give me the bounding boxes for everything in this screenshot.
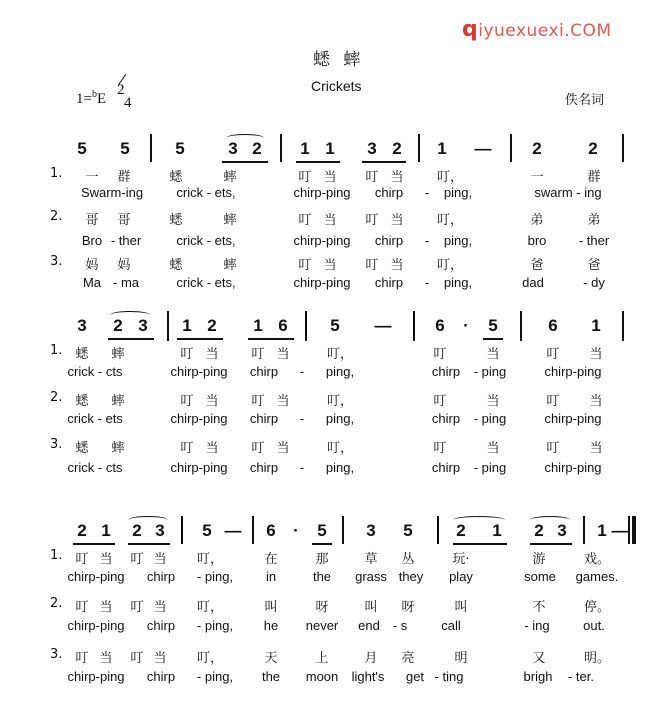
lyric-chinese: 明。 bbox=[583, 651, 611, 666]
barline bbox=[437, 516, 439, 544]
time-signature-bottom: 4 bbox=[124, 95, 132, 111]
lyric-english: - ping bbox=[473, 411, 507, 426]
lyric-english: - ping bbox=[473, 460, 507, 475]
lyric-chinese: 蟀 bbox=[223, 258, 237, 273]
lyric-chinese: 当 bbox=[390, 258, 404, 273]
beam bbox=[296, 161, 340, 163]
lyric-chinese: 群 bbox=[587, 170, 601, 185]
note: 2 bbox=[77, 521, 87, 540]
lyric-english: chirp bbox=[431, 411, 461, 426]
beam bbox=[128, 543, 170, 545]
lyric-chinese: 丛 bbox=[401, 552, 415, 567]
lyric-english: chirp-ping bbox=[170, 460, 228, 475]
lyric-english: Ma bbox=[82, 275, 102, 290]
lyric-chinese: 群 bbox=[117, 170, 131, 185]
lyric-english: chirp bbox=[431, 460, 461, 475]
lyric-english: grass bbox=[355, 569, 387, 584]
lyric-chinese: 当 bbox=[153, 651, 167, 666]
verse-number: 1. bbox=[50, 166, 63, 181]
note: 1 bbox=[182, 316, 192, 335]
lyric-english: swarm - ing bbox=[534, 185, 602, 200]
key-flat: b bbox=[91, 89, 97, 100]
barline bbox=[305, 311, 307, 341]
lyric-chinese: 当 bbox=[205, 394, 219, 409]
lyric-chinese: 游 bbox=[532, 552, 546, 567]
lyric-chinese: 蟀 bbox=[223, 213, 237, 228]
lyric-chinese: 当 bbox=[486, 441, 500, 456]
lyric-english: never bbox=[305, 618, 339, 633]
lyric-chinese: 当 bbox=[99, 600, 113, 615]
barline bbox=[252, 516, 254, 544]
final-barline-thick bbox=[632, 516, 636, 544]
key-prefix: 1= bbox=[76, 91, 92, 107]
lyric-chinese: 当 bbox=[276, 441, 290, 456]
lyric-english: crick - ets bbox=[67, 411, 123, 426]
barline bbox=[181, 516, 183, 544]
lyric-english: brigh bbox=[523, 669, 553, 684]
verse-number: 2. bbox=[50, 390, 63, 405]
lyric-english: call bbox=[441, 618, 461, 633]
lyric-english: chirp-ping bbox=[170, 411, 228, 426]
lyric-chinese: 叮 bbox=[130, 600, 144, 615]
verse-number: 1. bbox=[50, 343, 63, 358]
time-signature-top: 2 bbox=[117, 82, 125, 98]
lyric-chinese: 玩· bbox=[452, 552, 470, 567]
note: 2 bbox=[132, 521, 142, 540]
lyric-chinese: 叮 bbox=[130, 552, 144, 567]
lyric-chinese: 又 bbox=[532, 651, 546, 666]
lyric-chinese: 在 bbox=[264, 552, 278, 567]
lyric-english: - ting bbox=[434, 669, 464, 684]
note: 5 bbox=[330, 316, 340, 335]
lyric-chinese: 叫 bbox=[454, 600, 468, 615]
watermark-text: iyuexuexi.COM bbox=[478, 21, 612, 41]
lyric-english: - bbox=[299, 411, 305, 426]
lyric-chinese: 当 bbox=[153, 600, 167, 615]
lyric-chinese: 妈 bbox=[85, 258, 99, 273]
lyric-english: end bbox=[358, 618, 380, 633]
lyric-english: in bbox=[265, 569, 277, 584]
note: 2 bbox=[207, 316, 217, 335]
lyric-chinese: 当 bbox=[205, 347, 219, 362]
lyric-chinese: 爸 bbox=[530, 258, 544, 273]
barline bbox=[622, 134, 624, 162]
lyric-english: ping, bbox=[325, 364, 355, 379]
note: — bbox=[474, 139, 492, 158]
barline bbox=[413, 311, 415, 341]
note: 5 bbox=[120, 139, 130, 158]
lyric-chinese: 停。 bbox=[583, 600, 611, 615]
title-english: Crickets bbox=[311, 78, 362, 94]
lyric-chinese: 叮 bbox=[180, 394, 194, 409]
note: 2 bbox=[456, 521, 466, 540]
note: — bbox=[224, 521, 242, 540]
lyric-chinese: 哥 bbox=[117, 213, 131, 228]
lyric-english: chirp bbox=[249, 364, 279, 379]
lyric-english: chirp bbox=[146, 669, 176, 684]
lyric-english: chirp bbox=[374, 233, 404, 248]
barline bbox=[342, 516, 344, 544]
lyric-english: ping, bbox=[325, 411, 355, 426]
lyric-chinese: 叮 bbox=[298, 170, 312, 185]
lyric-chinese: 那 bbox=[315, 552, 329, 567]
lyric-english: crick - cts bbox=[67, 460, 123, 475]
note: 2 bbox=[252, 139, 262, 158]
note: 3 bbox=[138, 316, 148, 335]
barline bbox=[280, 134, 282, 162]
lyric-chinese: 蟋 bbox=[75, 441, 89, 456]
lyric-chinese: 一 bbox=[85, 170, 99, 185]
lyric-chinese: 当 bbox=[323, 258, 337, 273]
lyric-english: Swarm-ing bbox=[80, 185, 144, 200]
lyric-chinese: 爸 bbox=[587, 258, 601, 273]
note: 2 bbox=[392, 139, 402, 158]
note: — bbox=[611, 521, 629, 540]
lyric-english: the bbox=[312, 569, 332, 584]
lyric-chinese: 当 bbox=[486, 394, 500, 409]
barline bbox=[510, 134, 512, 162]
lyric-english: some bbox=[524, 569, 556, 584]
lyric-chinese: 叮， bbox=[196, 552, 224, 567]
lyric-chinese: 叮 bbox=[546, 441, 560, 456]
lyric-chinese: 当 bbox=[390, 170, 404, 185]
lyric-english: - ping, bbox=[196, 569, 234, 584]
lyric-english: chirp bbox=[146, 569, 176, 584]
lyric-chinese: 当 bbox=[99, 552, 113, 567]
lyric-chinese: 叮 bbox=[298, 213, 312, 228]
verse-number: 3. bbox=[50, 254, 63, 269]
lyric-chinese: 叮 bbox=[75, 600, 89, 615]
note: · bbox=[293, 521, 299, 540]
lyric-english: chirp-ping bbox=[544, 364, 602, 379]
lyric-english: Bro bbox=[81, 233, 103, 248]
lyric-english: - bbox=[299, 460, 305, 475]
lyric-english: - bbox=[424, 275, 430, 290]
lyric-english: - bbox=[424, 185, 430, 200]
lyric-chinese: 当 bbox=[390, 213, 404, 228]
note: 5 bbox=[488, 316, 498, 335]
note: 6 bbox=[548, 316, 558, 335]
lyric-english: - ma bbox=[113, 275, 139, 290]
lyric-english: the bbox=[261, 669, 281, 684]
lyric-chinese: 弟 bbox=[587, 213, 601, 228]
lyric-chinese: 呀 bbox=[401, 600, 415, 615]
note: 6 bbox=[278, 316, 288, 335]
lyric-chinese: 当 bbox=[99, 651, 113, 666]
barline bbox=[150, 134, 152, 162]
verse-number: 3. bbox=[50, 437, 63, 452]
lyric-chinese: 月 bbox=[364, 651, 378, 666]
lyric-chinese: 当 bbox=[589, 347, 603, 362]
lyric-english: chirp-ping bbox=[293, 185, 351, 200]
lyric-english: crick - ets, bbox=[176, 185, 236, 200]
lyric-english: play bbox=[449, 569, 473, 584]
lyric-chinese: 蟋 bbox=[169, 213, 183, 228]
lyric-chinese: 当 bbox=[276, 394, 290, 409]
note: 5 bbox=[317, 521, 327, 540]
barline bbox=[418, 134, 420, 162]
note: 1 bbox=[591, 316, 601, 335]
note: 2 bbox=[588, 139, 598, 158]
lyric-chinese: 戏。 bbox=[583, 552, 611, 567]
lyric-chinese: 叮 bbox=[251, 394, 265, 409]
lyric-chinese: 叮， bbox=[436, 213, 464, 228]
lyric-chinese: 当 bbox=[323, 213, 337, 228]
lyric-english: ping, bbox=[325, 460, 355, 475]
lyric-english: moon bbox=[305, 669, 339, 684]
lyric-english: - bbox=[299, 364, 305, 379]
lyric-chinese: 叮， bbox=[196, 651, 224, 666]
lyric-english: crick - cts bbox=[67, 364, 123, 379]
lyric-english: bro bbox=[527, 233, 547, 248]
lyric-chinese: 呀 bbox=[315, 600, 329, 615]
lyric-english: - s bbox=[392, 618, 408, 633]
lyric-english: get bbox=[405, 669, 425, 684]
verse-number: 1. bbox=[50, 548, 63, 563]
note: 3 bbox=[367, 139, 377, 158]
lyric-english: - ping, bbox=[196, 618, 234, 633]
lyric-chinese: 天 bbox=[264, 651, 278, 666]
watermark bbox=[462, 17, 612, 42]
lyric-english: - ther bbox=[110, 233, 142, 248]
lyric-chinese: 叮 bbox=[251, 347, 265, 362]
lyric-english: ping, bbox=[443, 185, 473, 200]
lyric-chinese: 当 bbox=[589, 441, 603, 456]
note: 1 bbox=[437, 139, 447, 158]
lyric-english: chirp bbox=[249, 460, 279, 475]
verse-number: 2. bbox=[50, 596, 63, 611]
lyric-english: dad bbox=[522, 275, 544, 290]
lyric-chinese: 蟀 bbox=[111, 441, 125, 456]
lyric-chinese: 叫 bbox=[264, 600, 278, 615]
note: — bbox=[374, 316, 392, 335]
lyric-chinese: 当 bbox=[153, 552, 167, 567]
lyric-chinese: 叮 bbox=[365, 258, 379, 273]
lyric-chinese: 亮 bbox=[401, 651, 415, 666]
note: 1 bbox=[253, 316, 263, 335]
lyric-english: chirp-ping bbox=[544, 411, 602, 426]
note: 5 bbox=[175, 139, 185, 158]
lyric-chinese: 蟋 bbox=[75, 347, 89, 362]
lyric-chinese: 蟋 bbox=[75, 394, 89, 409]
lyric-chinese: 叮， bbox=[326, 441, 354, 456]
lyric-chinese: 叮 bbox=[298, 258, 312, 273]
lyric-chinese: 蟀 bbox=[111, 347, 125, 362]
lyric-english: chirp-ping bbox=[67, 569, 125, 584]
lyric-chinese: 当 bbox=[486, 347, 500, 362]
lyric-english: chirp-ping bbox=[67, 618, 125, 633]
note: 2 bbox=[532, 139, 542, 158]
lyric-english: chirp bbox=[249, 411, 279, 426]
lyric-chinese: 草 bbox=[364, 552, 378, 567]
note: 5 bbox=[202, 521, 212, 540]
note: 3 bbox=[155, 521, 165, 540]
lyric-english: chirp-ping bbox=[544, 460, 602, 475]
lyric-english: ping, bbox=[443, 275, 473, 290]
note: 1 bbox=[492, 521, 502, 540]
lyric-chinese: 叮 bbox=[365, 170, 379, 185]
lyric-chinese: 蟋 bbox=[169, 170, 183, 185]
lyric-english: - ter. bbox=[567, 669, 595, 684]
note: 1 bbox=[300, 139, 310, 158]
lyric-chinese: 当 bbox=[323, 170, 337, 185]
lyric-chinese: 叮 bbox=[365, 213, 379, 228]
beam bbox=[73, 543, 115, 545]
lyric-chinese: 当 bbox=[276, 347, 290, 362]
lyric-english: crick - ets, bbox=[176, 275, 236, 290]
note: 6 bbox=[435, 316, 445, 335]
lyric-chinese: 当 bbox=[589, 394, 603, 409]
verse-number: 3. bbox=[50, 647, 63, 662]
lyric-chinese: 叮， bbox=[196, 600, 224, 615]
lyric-chinese: 上 bbox=[315, 651, 329, 666]
lyric-english: chirp-ping bbox=[293, 233, 351, 248]
attribution: 佚名词 bbox=[565, 93, 605, 108]
lyric-chinese: 叮， bbox=[326, 347, 354, 362]
lyric-chinese: 叮 bbox=[433, 441, 447, 456]
key-signature bbox=[76, 89, 106, 108]
lyric-chinese: 明 bbox=[454, 651, 468, 666]
lyric-chinese: 不 bbox=[532, 600, 546, 615]
verse-number: 2. bbox=[50, 209, 63, 224]
title-chinese: 蟋 蟀 bbox=[313, 50, 365, 70]
note: 2 bbox=[113, 316, 123, 335]
lyric-chinese: 叮 bbox=[546, 347, 560, 362]
lyric-english: light's bbox=[351, 669, 385, 684]
lyric-chinese: 哥 bbox=[85, 213, 99, 228]
lyric-chinese: 叮， bbox=[436, 258, 464, 273]
beam bbox=[312, 543, 332, 545]
beam bbox=[177, 338, 223, 340]
lyric-chinese: 蟀 bbox=[223, 170, 237, 185]
lyric-chinese: 叮 bbox=[75, 552, 89, 567]
lyric-english: chirp bbox=[374, 185, 404, 200]
lyric-english: chirp bbox=[431, 364, 461, 379]
lyric-english: games. bbox=[575, 569, 619, 584]
lyric-chinese: 当 bbox=[205, 441, 219, 456]
beam bbox=[483, 338, 503, 340]
lyric-english: out. bbox=[583, 618, 605, 633]
barline bbox=[167, 311, 169, 341]
lyric-chinese: 叮 bbox=[433, 347, 447, 362]
lyric-chinese: 叮 bbox=[180, 347, 194, 362]
note: 2 bbox=[534, 521, 544, 540]
lyric-chinese: 蟋 bbox=[169, 258, 183, 273]
lyric-chinese: 妈 bbox=[117, 258, 131, 273]
beam bbox=[453, 543, 507, 545]
lyric-chinese: 叮 bbox=[546, 394, 560, 409]
note: 3 bbox=[557, 521, 567, 540]
barline bbox=[520, 311, 522, 341]
note: 3 bbox=[366, 521, 376, 540]
lyric-english: - ing bbox=[524, 618, 550, 633]
beam bbox=[248, 338, 294, 340]
lyric-chinese: 叮， bbox=[326, 394, 354, 409]
lyric-english: chirp-ping bbox=[67, 669, 125, 684]
note: 5 bbox=[77, 139, 87, 158]
note: 6 bbox=[266, 521, 276, 540]
beam bbox=[530, 543, 572, 545]
lyric-english: chirp-ping bbox=[293, 275, 351, 290]
lyric-english: chirp bbox=[374, 275, 404, 290]
watermark-q: q bbox=[462, 17, 479, 42]
note: 3 bbox=[228, 139, 238, 158]
lyric-english: they bbox=[398, 569, 424, 584]
lyric-english: chirp bbox=[146, 618, 176, 633]
lyric-english: chirp-ping bbox=[170, 364, 228, 379]
lyric-english: ping, bbox=[443, 233, 473, 248]
note: · bbox=[463, 316, 469, 335]
lyric-english: he bbox=[263, 618, 279, 633]
lyric-chinese: 叮 bbox=[433, 394, 447, 409]
key-note: E bbox=[96, 91, 107, 107]
note: 1 bbox=[101, 521, 111, 540]
lyric-chinese: 叮 bbox=[251, 441, 265, 456]
beam bbox=[362, 161, 406, 163]
lyric-english: - ther bbox=[578, 233, 610, 248]
beam bbox=[108, 338, 154, 340]
lyric-chinese: 叮 bbox=[130, 651, 144, 666]
lyric-english: crick - ets, bbox=[176, 233, 236, 248]
lyric-english: - ping bbox=[473, 364, 507, 379]
lyric-chinese: 一 bbox=[530, 170, 544, 185]
lyric-chinese: 叮， bbox=[436, 170, 464, 185]
note: 1 bbox=[325, 139, 335, 158]
barline bbox=[583, 516, 585, 544]
lyric-chinese: 蟀 bbox=[111, 394, 125, 409]
lyric-chinese: 弟 bbox=[530, 213, 544, 228]
lyric-english: - ping, bbox=[196, 669, 234, 684]
lyric-chinese: 叫 bbox=[364, 600, 378, 615]
lyric-english: - dy bbox=[583, 275, 605, 290]
lyric-chinese: 叮 bbox=[75, 651, 89, 666]
beam bbox=[222, 161, 268, 163]
lyric-english: - bbox=[424, 233, 430, 248]
barline bbox=[622, 311, 624, 341]
note: 3 bbox=[77, 316, 87, 335]
note: 5 bbox=[403, 521, 413, 540]
lyric-chinese: 叮 bbox=[180, 441, 194, 456]
note: 1 bbox=[597, 521, 607, 540]
